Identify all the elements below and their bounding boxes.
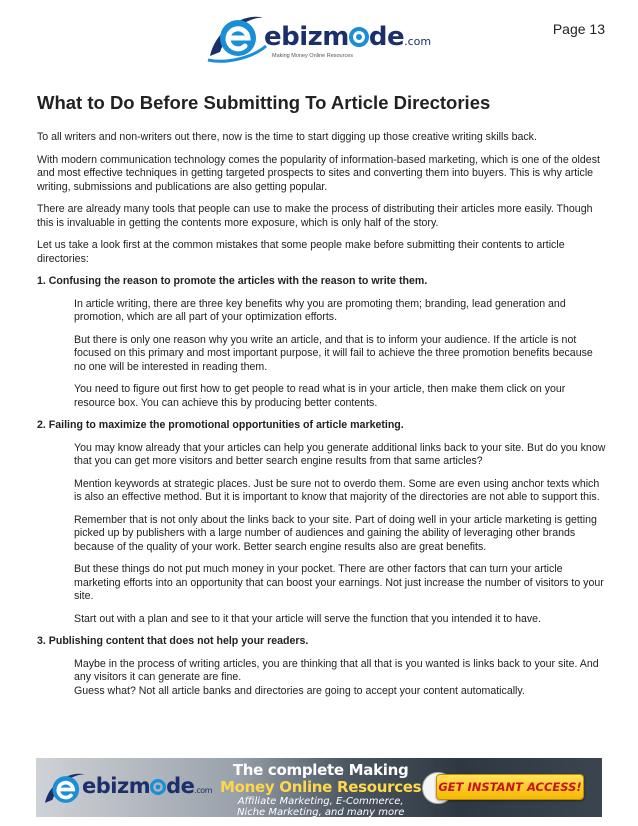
banner-logo (42, 762, 222, 812)
paragraph: But these things do not put much money in your pocket. There are other factors that can turn your article marketing efforts into an opportunity that can boost your earnings. Not just increase the number of visitors to your site. (74, 563, 604, 602)
banner-line: The complete Making (232, 761, 409, 779)
section-heading: 2. Failing to maximize the promotional opportunities of article marketing. (37, 419, 404, 431)
paragraph: But there is only one reason why you write an article, and that is to inform your audience. If the article is not focused on this primary and most important purpose, it will fail to achieve the three promotion benefits because no one will be interested in reading them. (74, 333, 593, 373)
promo-banner[interactable] (36, 758, 602, 817)
paragraph: Guess what? Not all article banks and directories are going to accept your content automatically. (74, 684, 525, 697)
article-body (37, 131, 607, 707)
paragraph: Start out with a plan and see to it that your article will serve the function that you intended it to have. (74, 612, 541, 625)
paragraph: Mention keywords at strategic places. Just be sure not to overdo them. Some are even using anchor texts which is also an effective method. But it is important to know that majority of the directories are not able to support this. (74, 477, 600, 503)
logo-tagline: Making Money Online Resources (272, 53, 354, 59)
e-swoosh-icon (206, 8, 268, 64)
paragraph: Let us take a look first at the common mistakes that some people make before submitting their contents to article directories: (37, 239, 565, 265)
banner-headline (220, 762, 421, 817)
page-number: Page 13 (552, 21, 605, 37)
ebizmode-logo[interactable] (206, 8, 438, 66)
banner-line: Money Online Resources (220, 778, 422, 796)
paragraph: You may know already that your articles can help you generate additional links back to your site. But do you know that you can get more visitors and better search engine results from that same articles? (74, 441, 606, 467)
banner-wordmark: ebizm de.com (82, 774, 212, 798)
banner-line: Niche Marketing, and many more (236, 807, 405, 817)
paragraph: There are already many tools that people can use to make the process of distributing their articles more easily. Though this is invaluable in getting the contents more exposure, which is only half of the story. (37, 203, 593, 229)
paragraph: You need to figure out first how to get people to read what is in your article, then make them click on your resource box. You can achieve this by producing better contents. (74, 383, 566, 409)
banner-line: Affiliate Marketing, E-Commerce, (237, 796, 404, 807)
paragraph: In article writing, there are three key benefits why you are promoting them; branding, lead generation and promotion, which are all part of your optimization efforts. (74, 297, 566, 323)
section-heading: 3. Publishing content that does not help your readers. (37, 635, 309, 647)
paragraph: Remember that is not only about the links back to your site. Part of doing well in your article marketing is getting picked up by publishers with a large number of audiences and gaining the ability of leveraging other brands because of the quality of your work. Better search engine results also are great benefits. (74, 513, 597, 553)
logo-wordmark: ebizm de.com (264, 22, 432, 52)
gear-o-icon (349, 27, 369, 47)
get-instant-access-button[interactable]: GET INSTANT ACCESS! (436, 774, 584, 800)
gear-o-icon (150, 779, 166, 795)
paragraph: With modern communication technology comes the popularity of information-based marketing, which is one of the oldest and most effective techniques in getting targeted prospects to sites and converting them into buyers. This is why article writing, submissions and publications are also getting popular. (37, 153, 600, 193)
paragraph: To all writers and non-writers out there, now is the time to start digging up those creative writing skills back. (37, 131, 537, 143)
article-title: What to Do Before Submitting To Article Directories (37, 92, 491, 113)
section-heading: 1. Confusing the reason to promote the articles with the reason to write them. (37, 275, 428, 287)
paragraph: Maybe in the process of writing articles, you are thinking that all that is you wanted is links back to your site. And any visitors it can generate are fine. (74, 657, 599, 683)
